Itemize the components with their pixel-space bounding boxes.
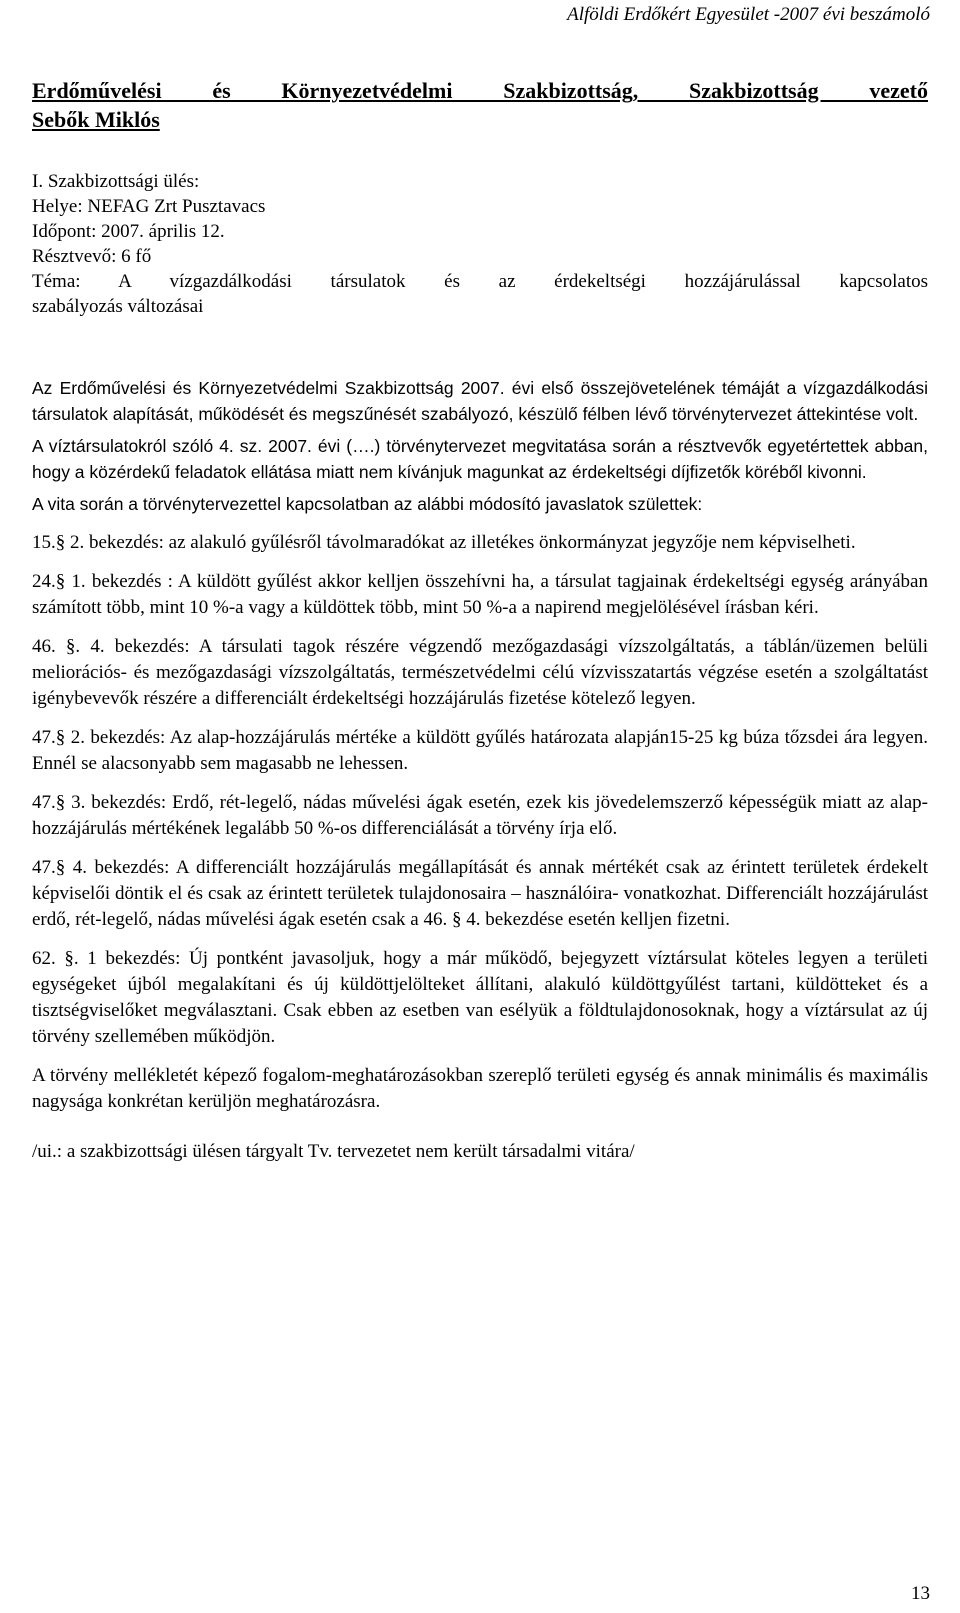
meeting-venue: Helye: NEFAG Zrt Pusztavacs [32, 196, 266, 217]
paragraph-note: /ui.: a szakbizottsági ülésen tárgyalt Tv. tervezetet nem került társadalmi vitára/ [32, 1141, 635, 1162]
meeting-topic-cont: szabályozás változásai [32, 296, 204, 317]
meeting-details [32, 169, 928, 319]
page-number: 13 [911, 1583, 930, 1604]
paragraph-proposal-24: 24.§ 1. bekezdés : A küldött gyűlést akkor kelljen összehívni ha, a társulat tagjainak érdekeltségi egység arányában számított több, mint 10 %-a vagy a küldöttek több, mint 50 %-a a napirend megjelölésével írásban kéri. [32, 571, 928, 618]
section-title: Erdőművelési és Környezetvédelmi Szakbizottság, Szakbizottság vezető [32, 78, 928, 103]
paragraph-proposal-47-4: 47.§ 4. bekezdés: A differenciált hozzájárulás megállapítását és annak mértékét csak az érintett területek érdekelt képviselői döntik el és csak az érintett területek tulajdonosaira – használóira- vonatkozhat. Differenciált hozzájárulást erdő, rét-legelő, nádas művelési ágak esetén csak a 46. § 4. bekezdése esetén kelljen fizetni. [32, 857, 928, 930]
meeting-heading: I. Szakbizottsági ülés: [32, 171, 200, 192]
section-title-name: Sebők Miklós [32, 107, 160, 132]
meeting-topic: Téma: A vízgazdálkodási társulatok és az érdekeltségi hozzájárulással kapcsolatos [32, 271, 928, 292]
paragraph-intro: Az Erdőművelési és Környezetvédelmi Szakbizottság 2007. évi első összejövetelének témáját a vízgazdálkodási társulatok alapítását, működését és megszűnését szabályozó, készülő félben lévő törvénytervezet áttekintése volt. [32, 378, 928, 424]
paragraph-annex: A törvény mellékletét képező fogalom-meghatározásokban szereplő területi egység és annak minimális és maximális nagysága konkrétan kerüljön meghatározásra. [32, 1065, 928, 1112]
running-header: Alföldi Erdőkért Egyesület -2007 évi beszámoló [567, 4, 930, 25]
paragraph-proposal-47-2: 47.§ 2. bekezdés: Az alap-hozzájárulás mértéke a küldött gyűlés határozata alapján15-25 kg búza tőzsdei ára legyen. Ennél se alacsonyabb sem magasabb ne lehessen. [32, 727, 928, 774]
paragraph-proposal-47-3: 47.§ 3. bekezdés: Erdő, rét-legelő, nádas művelési ágak esetén, ezek kis jövedelemszerző képességük miatt az alap-hozzájárulás mértékének legalább 50 %-os differenciálását a törvény írja elő. [32, 792, 928, 839]
meeting-participants: Résztvevő: 6 fő [32, 246, 152, 267]
meeting-date: Időpont: 2007. április 12. [32, 221, 225, 242]
paragraph-proposal-46: 46. §. 4. bekezdés: A társulati tagok részére végzendő mezőgazdasági vízszolgáltatás, a táblán/üzemen belüli meliorációs- és mezőgazdasági vízszolgáltatás, természetvédelmi célú vízvisszatartás végzése esetén a szolgáltatást igénybevevők részére a differenciált érdekeltségi hozzájárulás fizetése kötelező legyen. [32, 636, 928, 709]
paragraph-proposals-intro: A vita során a törvénytervezettel kapcsolatban az alábbi módosító javaslatok születtek: [32, 494, 703, 514]
paragraph-proposal-15: 15.§ 2. bekezdés: az alakuló gyűlésről távolmaradókat az illetékes önkormányzat jegyzője nem képviselheti. [32, 532, 856, 553]
paragraph-discussion: A víztársulatokról szóló 4. sz. 2007. évi (….) törvénytervezet megvitatása során a résztvevők egyetértettek abban, hogy a közérdekű feladatok ellátása miatt nem kívánjuk magunkat az érdekeltségi díjfizetők köréből kivonni. [32, 436, 928, 482]
document-body [32, 375, 928, 1165]
paragraph-proposal-62: 62. §. 1 bekezdés: Új pontként javasoljuk, hogy a már működő, bejegyzett víztársulat köteles legyen a területi egységeket újból megalakítani és új küldöttjelölteket állítani, alakuló küldöttgyűlést tartani, küldötteket és a tisztségviselőket megválasztani. Csak ebben az esetben van esélyük a földtulajdonosoknak, hogy a víztársulat az új törvény szellemében működjön. [32, 948, 928, 1047]
